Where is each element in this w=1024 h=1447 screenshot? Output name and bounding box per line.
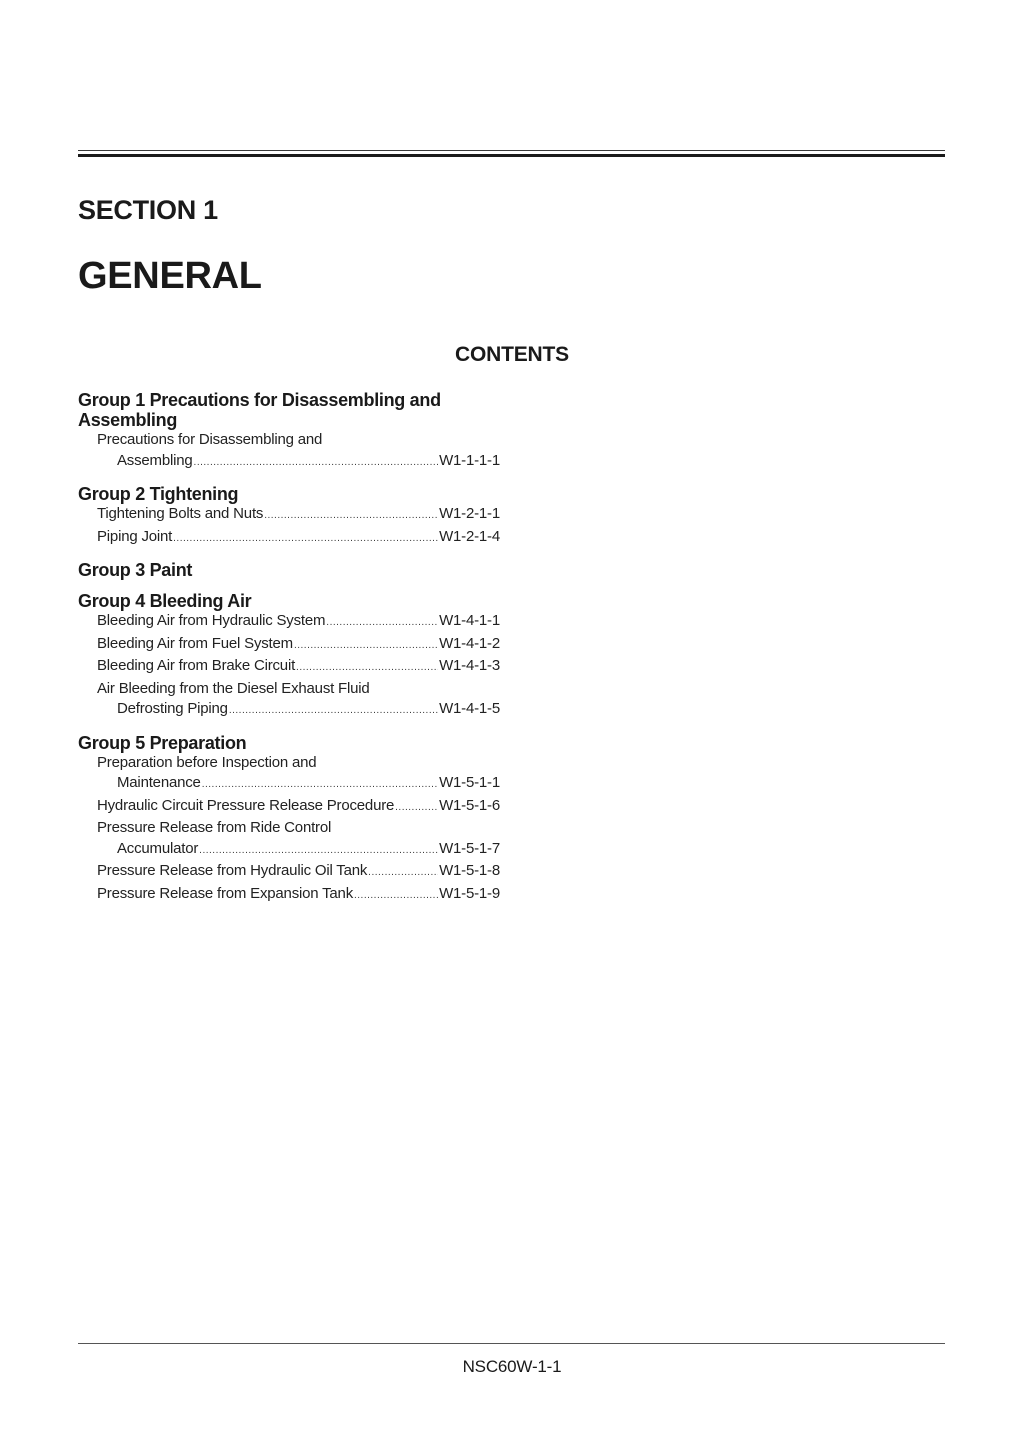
toc-page-ref[interactable]: W1-2-1-4 <box>439 527 500 545</box>
toc-group-title[interactable]: Group 4 Bleeding Air <box>78 591 252 611</box>
toc-entry[interactable] <box>78 656 500 679</box>
toc-page-ref[interactable]: W1-4-1-5 <box>439 700 500 717</box>
toc-page-ref[interactable]: W1-5-1-1 <box>439 774 500 791</box>
toc-entry-line <box>78 861 500 884</box>
toc-page-ref[interactable]: W1-5-1-8 <box>439 862 500 879</box>
header-rule-thick <box>78 154 945 157</box>
section-title: GENERAL <box>78 255 262 297</box>
toc-entry-text: Bleeding Air from Brake Circuit <box>97 657 296 674</box>
toc-entry-line <box>78 839 500 862</box>
toc-group <box>78 591 500 722</box>
toc-entry[interactable] <box>78 861 500 884</box>
dot-leader <box>354 886 438 907</box>
contents-heading: CONTENTS <box>455 343 569 366</box>
toc-entry-line <box>78 451 500 474</box>
toc-entry-line <box>78 699 500 722</box>
toc-entry-text: Hydraulic Circuit Pressure Release Procedure <box>97 796 395 814</box>
toc-entry-line <box>78 430 500 451</box>
toc-group <box>78 484 500 549</box>
toc-entry[interactable] <box>78 527 500 550</box>
dot-leader <box>194 453 439 474</box>
toc-page-ref[interactable]: W1-4-1-1 <box>439 612 500 629</box>
toc-page-ref[interactable]: W1-1-1-1 <box>439 451 500 469</box>
toc-entry-text: Accumulator <box>117 839 199 857</box>
toc-entry-line <box>78 753 500 774</box>
toc-entry[interactable] <box>78 634 500 657</box>
toc-entry[interactable] <box>78 818 500 861</box>
toc-group-title[interactable]: Group 2 Tightening <box>78 484 239 504</box>
toc-entry-text: Preparation before Inspection and <box>97 753 317 771</box>
toc-group <box>78 733 500 907</box>
toc-entry-line <box>78 504 500 527</box>
toc-page-ref[interactable]: W1-5-1-7 <box>439 839 500 857</box>
toc-entry[interactable] <box>78 611 500 634</box>
toc-entry-text: Defrosting Piping <box>117 700 228 717</box>
toc-entry-text: Bleeding Air from Hydraulic System <box>97 612 326 629</box>
toc-page-ref[interactable]: W1-4-1-2 <box>439 634 500 652</box>
toc-entry-text: Maintenance <box>117 774 201 791</box>
toc-page-ref[interactable]: W1-5-1-9 <box>439 884 500 902</box>
section-label: SECTION 1 <box>78 195 218 225</box>
toc-entry[interactable] <box>78 679 500 722</box>
dot-leader <box>368 863 438 884</box>
dot-leader <box>199 841 438 862</box>
toc-entry-line <box>78 818 500 839</box>
toc-entry-text: Tightening Bolts and Nuts <box>97 505 264 522</box>
toc-entry-line <box>78 773 500 796</box>
footer-rule <box>78 1343 945 1344</box>
toc-page-ref[interactable]: W1-5-1-6 <box>439 796 500 814</box>
toc-entry-text: Pressure Release from Hydraulic Oil Tank <box>97 862 368 879</box>
toc-entry-text: Pressure Release from Expansion Tank <box>97 884 353 902</box>
footer-page-number: NSC60W-1-1 <box>462 1357 562 1376</box>
toc-entry-line <box>78 656 500 679</box>
dot-leader <box>202 775 438 796</box>
toc-entry-text: Piping Joint <box>97 527 173 545</box>
toc-entry-text: Pressure Release from Ride Control <box>97 819 332 836</box>
dot-leader <box>264 506 438 527</box>
header-rule-thin <box>78 150 945 151</box>
toc-entry-line <box>78 679 500 700</box>
dot-leader <box>395 798 438 819</box>
toc-page-ref[interactable]: W1-4-1-3 <box>439 657 500 674</box>
toc-entry-text: Bleeding Air from Fuel System <box>97 634 293 652</box>
toc-entry[interactable] <box>78 796 500 819</box>
toc-group-title[interactable]: Group 3 Paint <box>78 560 193 580</box>
toc-entry-line <box>78 611 500 634</box>
dot-leader <box>229 701 438 722</box>
toc-entry-line <box>78 884 500 907</box>
toc-group <box>78 390 500 473</box>
toc-group-title[interactable]: Group 5 Preparation <box>78 732 247 753</box>
toc-group <box>78 560 500 580</box>
toc-group-title[interactable]: Assembling <box>78 410 178 430</box>
toc-entry-line <box>78 796 500 819</box>
toc-entry-text: Precautions for Disassembling and <box>97 431 323 448</box>
table-of-contents <box>78 390 500 917</box>
toc-group-title[interactable]: Group 1 Precautions for Disassembling and <box>78 390 441 410</box>
toc-page-ref[interactable]: W1-2-1-1 <box>439 505 500 522</box>
toc-entry-line <box>78 527 500 550</box>
toc-entry-text: Assembling <box>117 451 193 469</box>
dot-leader <box>294 636 438 657</box>
toc-entry[interactable] <box>78 504 500 527</box>
toc-entry-line <box>78 634 500 657</box>
toc-entry[interactable] <box>78 753 500 796</box>
dot-leader <box>296 658 438 679</box>
toc-entry[interactable] <box>78 430 500 473</box>
toc-entry[interactable] <box>78 884 500 907</box>
dot-leader <box>173 529 438 550</box>
dot-leader <box>326 613 438 634</box>
toc-entry-text: Air Bleeding from the Diesel Exhaust Fluid <box>97 679 370 697</box>
